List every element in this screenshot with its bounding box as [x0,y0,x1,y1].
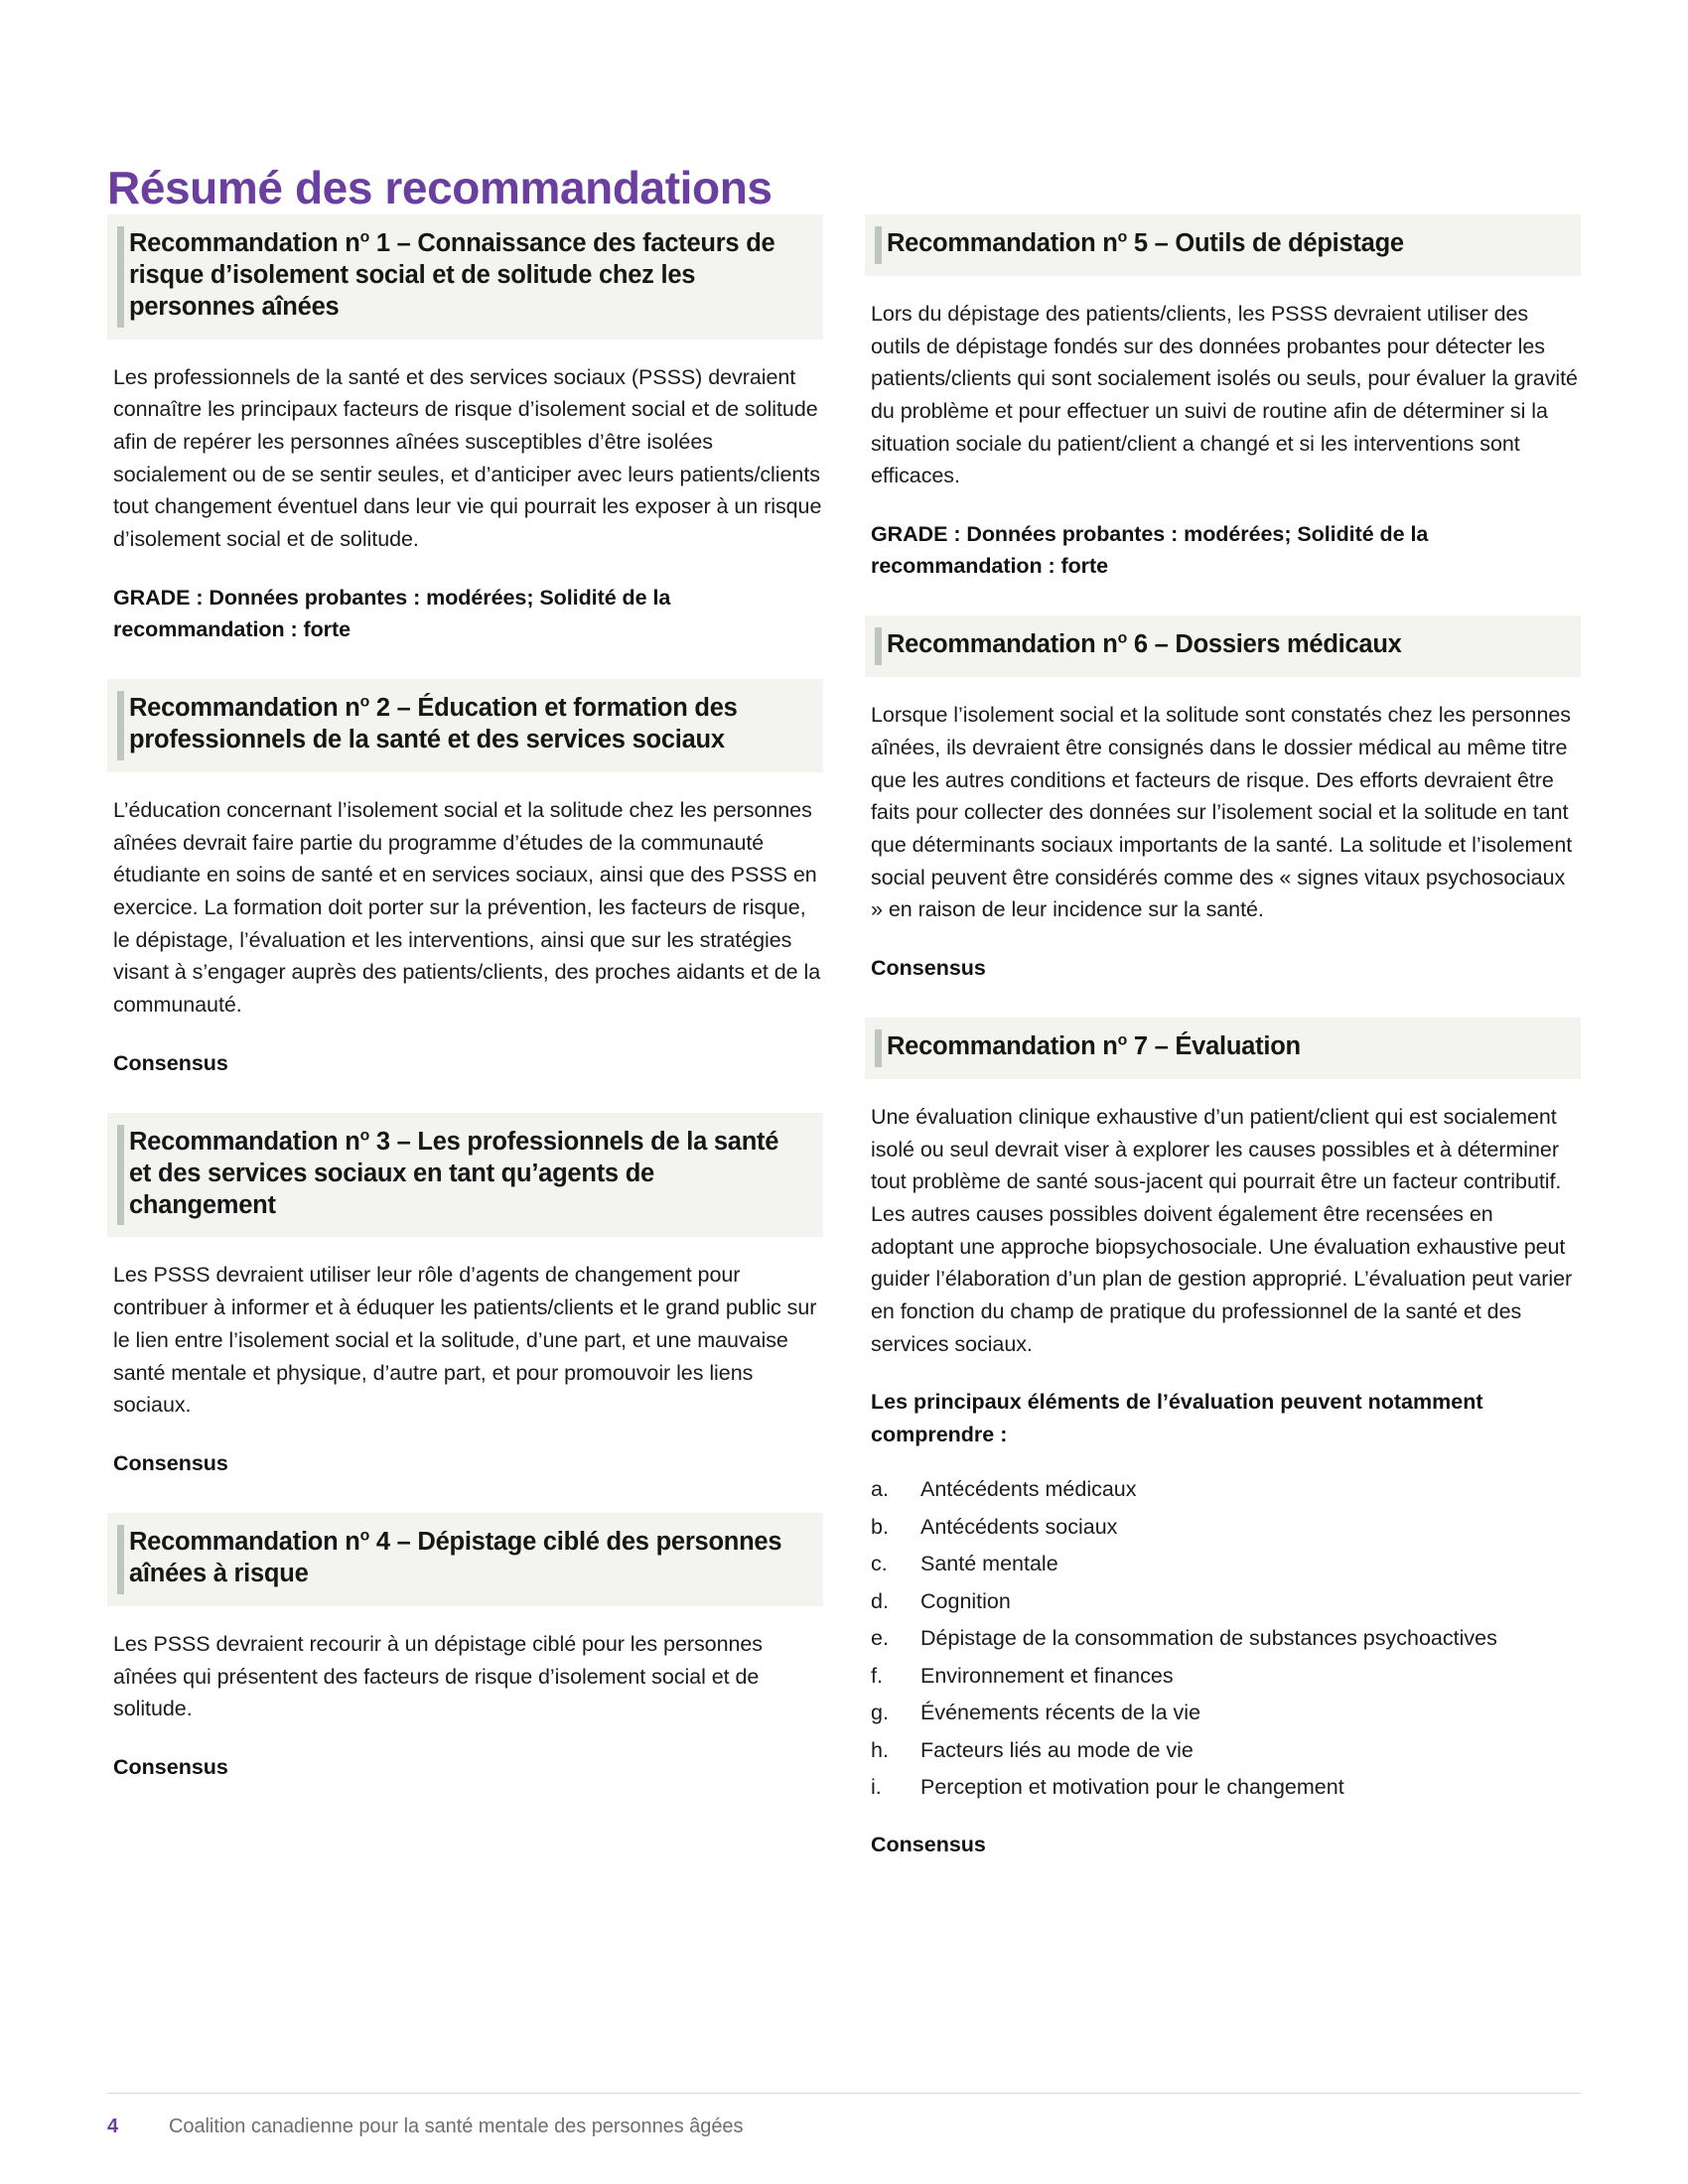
rec-label: Recommandation n [129,229,360,257]
list-marker: f. [871,1663,883,1688]
recommendation-7-title [887,1031,1563,1063]
list-marker: i. [871,1775,882,1800]
recommendation-1 [107,214,823,645]
rec-label: Recommandation n [887,630,1118,659]
list-item-text: Antécédents sociaux [920,1514,1118,1539]
rec-title-text: 3 – Les professionnels de la santé et des services sociaux en tant qu’agents de changement [129,1127,779,1219]
list-item [871,1549,1581,1579]
rec-title-text: 1 – Connaissance des facteurs de risque d’isolement social et de solitude chez les personnes aînées [129,229,775,321]
recommendation-5-grade: GRADE : Données probantes : modérées; Solidité de la recommandation : forte [871,521,1429,579]
accent-bar [117,691,124,760]
list-marker: b. [871,1514,889,1539]
list-item-text: Facteurs liés au mode de vie [920,1737,1194,1762]
recommendation-4-header [107,1513,823,1606]
accent-bar [875,1029,882,1067]
list-item [871,1586,1581,1617]
recommendation-1-body: Les professionnels de la santé et des services sociaux (PSSS) devraient connaître les principaux facteurs de risque d’isolement social et de solitude afin de repérer les personnes aînées susceptibles d’être isolées socialement ou de se sentir seules, et d’anticiper avec leurs patients/clients tout changement éventuel dans leur vie qui pourrait les exposer à un risque d’isolement social et de solitude. [113,364,822,551]
recommendation-2-header [107,679,823,772]
recommendation-4-consensus: Consensus [113,1754,228,1779]
rec-title-text: 2 – Éducation et formation des professionnels de la santé et des services sociaux [129,694,738,754]
list-marker: e. [871,1626,889,1651]
recommendation-4-title [129,1527,805,1590]
recommendation-2-body: L’éducation concernant l’isolement social et la solitude chez les personnes aînées devrait faire partie du programme d’études de la communauté étudiante en soins de santé et en services sociaux, ainsi que des PSSS en exercice. La formation doit porter sur la prévention, les facteurs de risque, le dépistage, l’évaluation et les interventions, ainsi que sur les stratégies visant à s’engager auprès des patients/clients, des proches aidants et de la communauté. [113,797,821,1017]
recommendation-5-title [887,228,1563,260]
recommendation-5-body: Lors du dépistage des patients/clients, les PSSS devraient utiliser des outils de dépistage fondés sur des données probantes pour détecter les patients/clients qui sont socialement isolés ou seuls, pour évaluer la gravité du problème et pour effectuer un suivi de routine afin de déterminer si la situation sociale du patient/client a changé et si les interventions sont efficaces. [871,301,1578,488]
right-column [865,214,1581,1894]
accent-bar [117,1525,124,1594]
rec-label: Recommandation n [887,229,1118,257]
list-item-text: Perception et motivation pour le changement [920,1775,1344,1800]
list-item-text: Antécédents médicaux [920,1476,1137,1501]
list-marker: a. [871,1476,889,1501]
list-item-text: Cognition [920,1588,1011,1613]
recommendation-3 [107,1113,823,1479]
list-item-text: Environnement et finances [920,1663,1174,1688]
list-item [871,1772,1581,1803]
recommendation-4 [107,1513,823,1783]
recommendation-3-body: Les PSSS devraient utiliser leur rôle d’agents de changement pour contribuer à informer et à éduquer les patients/clients et le grand public sur le lien entre l’isolement social et la solitude, d’une part, et une mauvaise santé mentale et physique, d’autre part, et pour promouvoir les liens sociaux. [113,1263,817,1418]
recommendation-6 [865,615,1581,984]
ordinal-superscript: o [1117,228,1128,246]
list-item [871,1512,1581,1543]
rec-label: Recommandation n [129,1127,360,1156]
list-item-text: Dépistage de la consommation de substances psychoactives [920,1626,1497,1651]
list-item [871,1623,1581,1654]
recommendation-6-title [887,629,1563,661]
recommendation-3-consensus: Consensus [113,1450,228,1475]
recommendation-3-header [107,1113,823,1238]
recommendation-7 [865,1018,1581,1860]
recommendation-7-consensus: Consensus [871,1832,986,1856]
rec-title-text: 6 – Dossiers médicaux [1127,630,1402,659]
list-marker: d. [871,1588,889,1613]
recommendation-7-list-intro: Les principaux éléments de l’évaluation peuvent notamment comprendre : [871,1390,1483,1446]
recommendation-1-header [107,214,823,340]
recommendation-5-header [865,214,1581,276]
list-item-text: Événements récents de la vie [920,1701,1201,1725]
recommendation-6-body: Lorsque l’isolement social et la solitude sont constatés chez les personnes aînées, ils devraient être consignés dans le dossier médical au même titre que les autres conditions et facteurs de risque. Des efforts devraient être faits pour collecter des données sur l’isolement social et la solitude en tant que déterminants sociaux importants de la santé. La solitude et l’isolement social peuvent être considérés comme des « signes vitaux psychosociaux » en raison de leur incidence sur la santé. [871,703,1573,922]
ordinal-superscript: o [1117,629,1128,647]
rec-title-text: 5 – Outils de dépistage [1127,229,1404,257]
rec-label: Recommandation n [129,694,360,723]
ordinal-superscript: o [359,1127,370,1145]
recommendation-1-grade: GRADE : Données probantes : modérées; Solidité de la recommandation : forte [113,585,671,641]
ordinal-superscript: o [359,693,370,711]
list-marker: g. [871,1701,889,1725]
list-item [871,1698,1581,1728]
recommendation-7-header [865,1018,1581,1079]
list-item-text: Santé mentale [920,1552,1058,1576]
accent-bar [875,226,882,264]
list-item [871,1661,1581,1692]
list-item [871,1474,1581,1505]
recommendation-3-title [129,1127,805,1222]
list-item [871,1735,1581,1766]
recommendation-1-title [129,228,805,324]
recommendation-2-consensus: Consensus [113,1050,228,1075]
recommendation-2-title [129,693,805,756]
recommendation-6-consensus: Consensus [871,955,986,980]
rec-label: Recommandation n [887,1032,1118,1061]
recommendation-5 [865,214,1581,582]
accent-bar [117,1125,124,1226]
accent-bar [117,226,124,328]
page-number: 4 [107,2116,119,2137]
recommendation-7-body: Une évaluation clinique exhaustive d’un patient/client qui est socialement isolé ou seul devrait viser à explorer les causes possibles et à déterminer tout problème de santé sous-jacent qui pourrait être un facteur contributif. Les autres causes possibles doivent également être recensées en adoptant une approche biopsychosociale. Une évaluation exhaustive peut guider l’élaboration d’un plan de gestion approprié. L’évaluation peut varier en fonction du champ de pratique du professionnel de la santé et des services sociaux. [871,1105,1573,1356]
recommendation-2 [107,679,823,1079]
accent-bar [875,627,882,665]
ordinal-superscript: o [1117,1031,1128,1049]
evaluation-elements-list [865,1474,1581,1803]
page-footer [107,2093,1581,2138]
ordinal-superscript: o [359,1527,370,1545]
list-marker: h. [871,1737,889,1762]
list-marker: c. [871,1552,888,1576]
two-column-layout [107,214,1581,1894]
page-title: Résumé des recommandations [107,161,773,213]
recommendation-6-header [865,615,1581,677]
rec-title-text: 7 – Évaluation [1127,1032,1301,1061]
ordinal-superscript: o [359,228,370,246]
rec-title-text: 4 – Dépistage ciblé des personnes aînées à risque [129,1528,782,1587]
rec-label: Recommandation n [129,1528,360,1557]
recommendation-4-body: Les PSSS devraient recourir à un dépistage ciblé pour les personnes aînées qui présentent des facteurs de risque d’isolement social et de solitude. [113,1631,763,1721]
left-column [107,214,823,1817]
footer-organization: Coalition canadienne pour la santé mentale des personnes âgées [169,2116,744,2137]
